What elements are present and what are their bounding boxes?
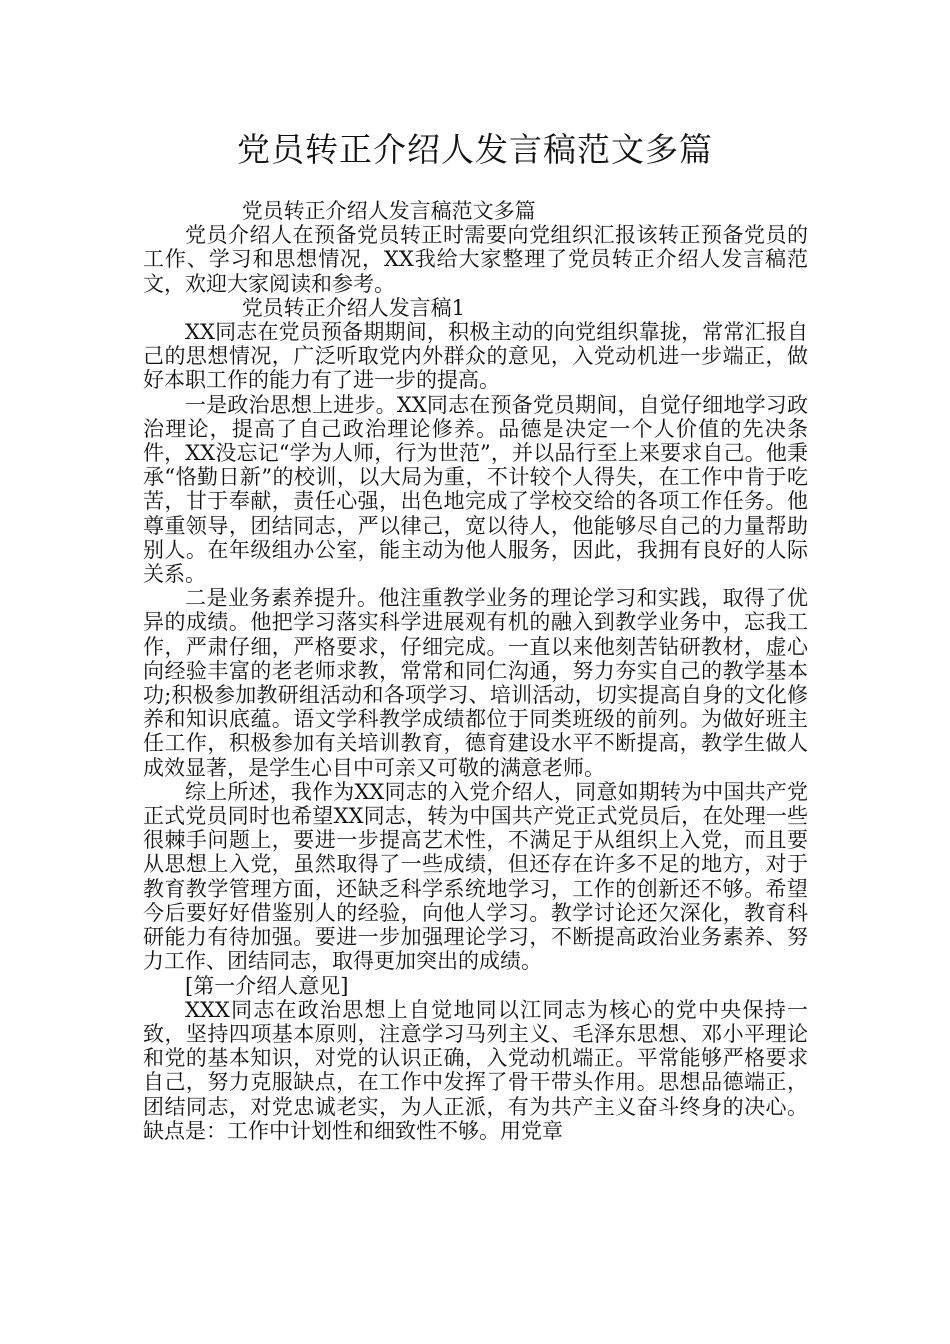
section-heading: 党员转正介绍人发言稿1 [241,295,466,320]
subtitle-paragraph: 党员转正介绍人发言稿范文多篇 [241,199,536,223]
document-body [143,199,808,1143]
body-paragraph: 一是政治思想上进步。XX同志在预备党员期间，自觉仔细地学习政治理论，提高了自己政治理论修养。品德是决定一个人价值的先决条件，XX没忘记“学为人师，行为世范”，并以品行至上来要求自己。他秉承“恪勤日新”的校训，以大局为重，不计较个人得失，在工作中肯于吃苦，甘于奉献，责任心强，出色地完成了学校交给的各项工作任务。他尊重领导，团结同志，严以律己，宽以待人，他能够尽自己的力量帮助别人。在年级组办公室，能主动为他人服务，因此，我拥有良好的人际关系。 [143,392,808,587]
body-paragraph: XXX同志在政治思想上自觉地同以江同志为核心的党中央保持一致，坚持四项基本原则，注意学习马列主义、毛泽东思想、邓小平理论和党的基本知识，对党的认识正确，入党动机端正。平常能够严格要求自己，努力克服缺点，在工作中发挥了骨干带头作用。思想品德端正，团结同志，对党忠诚老实，为人正派，有为共产主义奋斗终身的决心。缺点是：工作中计划性和细致性不够。用党章 [143,997,808,1143]
section-heading: [第一介绍人意见] [185,973,349,998]
document-title: 党员转正介绍人发言稿范文多篇 [237,130,713,169]
body-paragraph: XX同志在党员预备期期间，积极主动的向党组织靠拢，常常汇报自己的思想情况，广泛听取党内外群众的意见，入党动机进一步端正，做好本职工作的能力有了进一步的提高。 [143,320,808,393]
body-paragraph: 二是业务素养提升。他注重教学业务的理论学习和实践，取得了优异的成绩。他把学习落实科学进展观有机的融入到教学业务中，忘我工作，严肃仔细，严格要求，仔细完成。一直以来他刻苦钻研教材，虚心向经验丰富的老老师求教，常常和同仁沟通，努力夯实自己的教学基本功;积极参加教研组活动和各项学习、培训活动，切实提高自身的文化修养和知识底蕴。语文学科教学成绩都位于同类班级的前列。为做好班主任工作，积极参加有关培训教育，德育建设水平不断提高，教学生做人成效显著，是学生心目中可亲又可敬的满意老师。 [143,586,808,780]
body-paragraph: 综上所述，我作为XX同志的入党介绍人，同意如期转为中国共产党正式党员同时也希望XX同志，转为中国共产党正式党员后，在处理一些很棘手问题上，要进一步提高艺术性，不满足于从组织上入党，而且要从思想上入党，虽然取得了一些成绩，但还存在许多不足的地方，对于教育教学管理方面，还缺乏科学系统地学习，工作的创新还不够。希望今后要好好借鉴别人的经验，向他人学习。教学讨论还欠深化，教育科研能力有待加强。要进一步加强理论学习，不断提高政治业务素养、努力工作、团结同志，取得更加突出的成绩。 [143,779,808,974]
intro-paragraph: 党员介绍人在预备党员转正时需要向党组织汇报该转正预备党员的工作、学习和思想情况，XX我给大家整理了党员转正介绍人发言稿范文，欢迎大家阅读和参考。 [143,223,808,296]
